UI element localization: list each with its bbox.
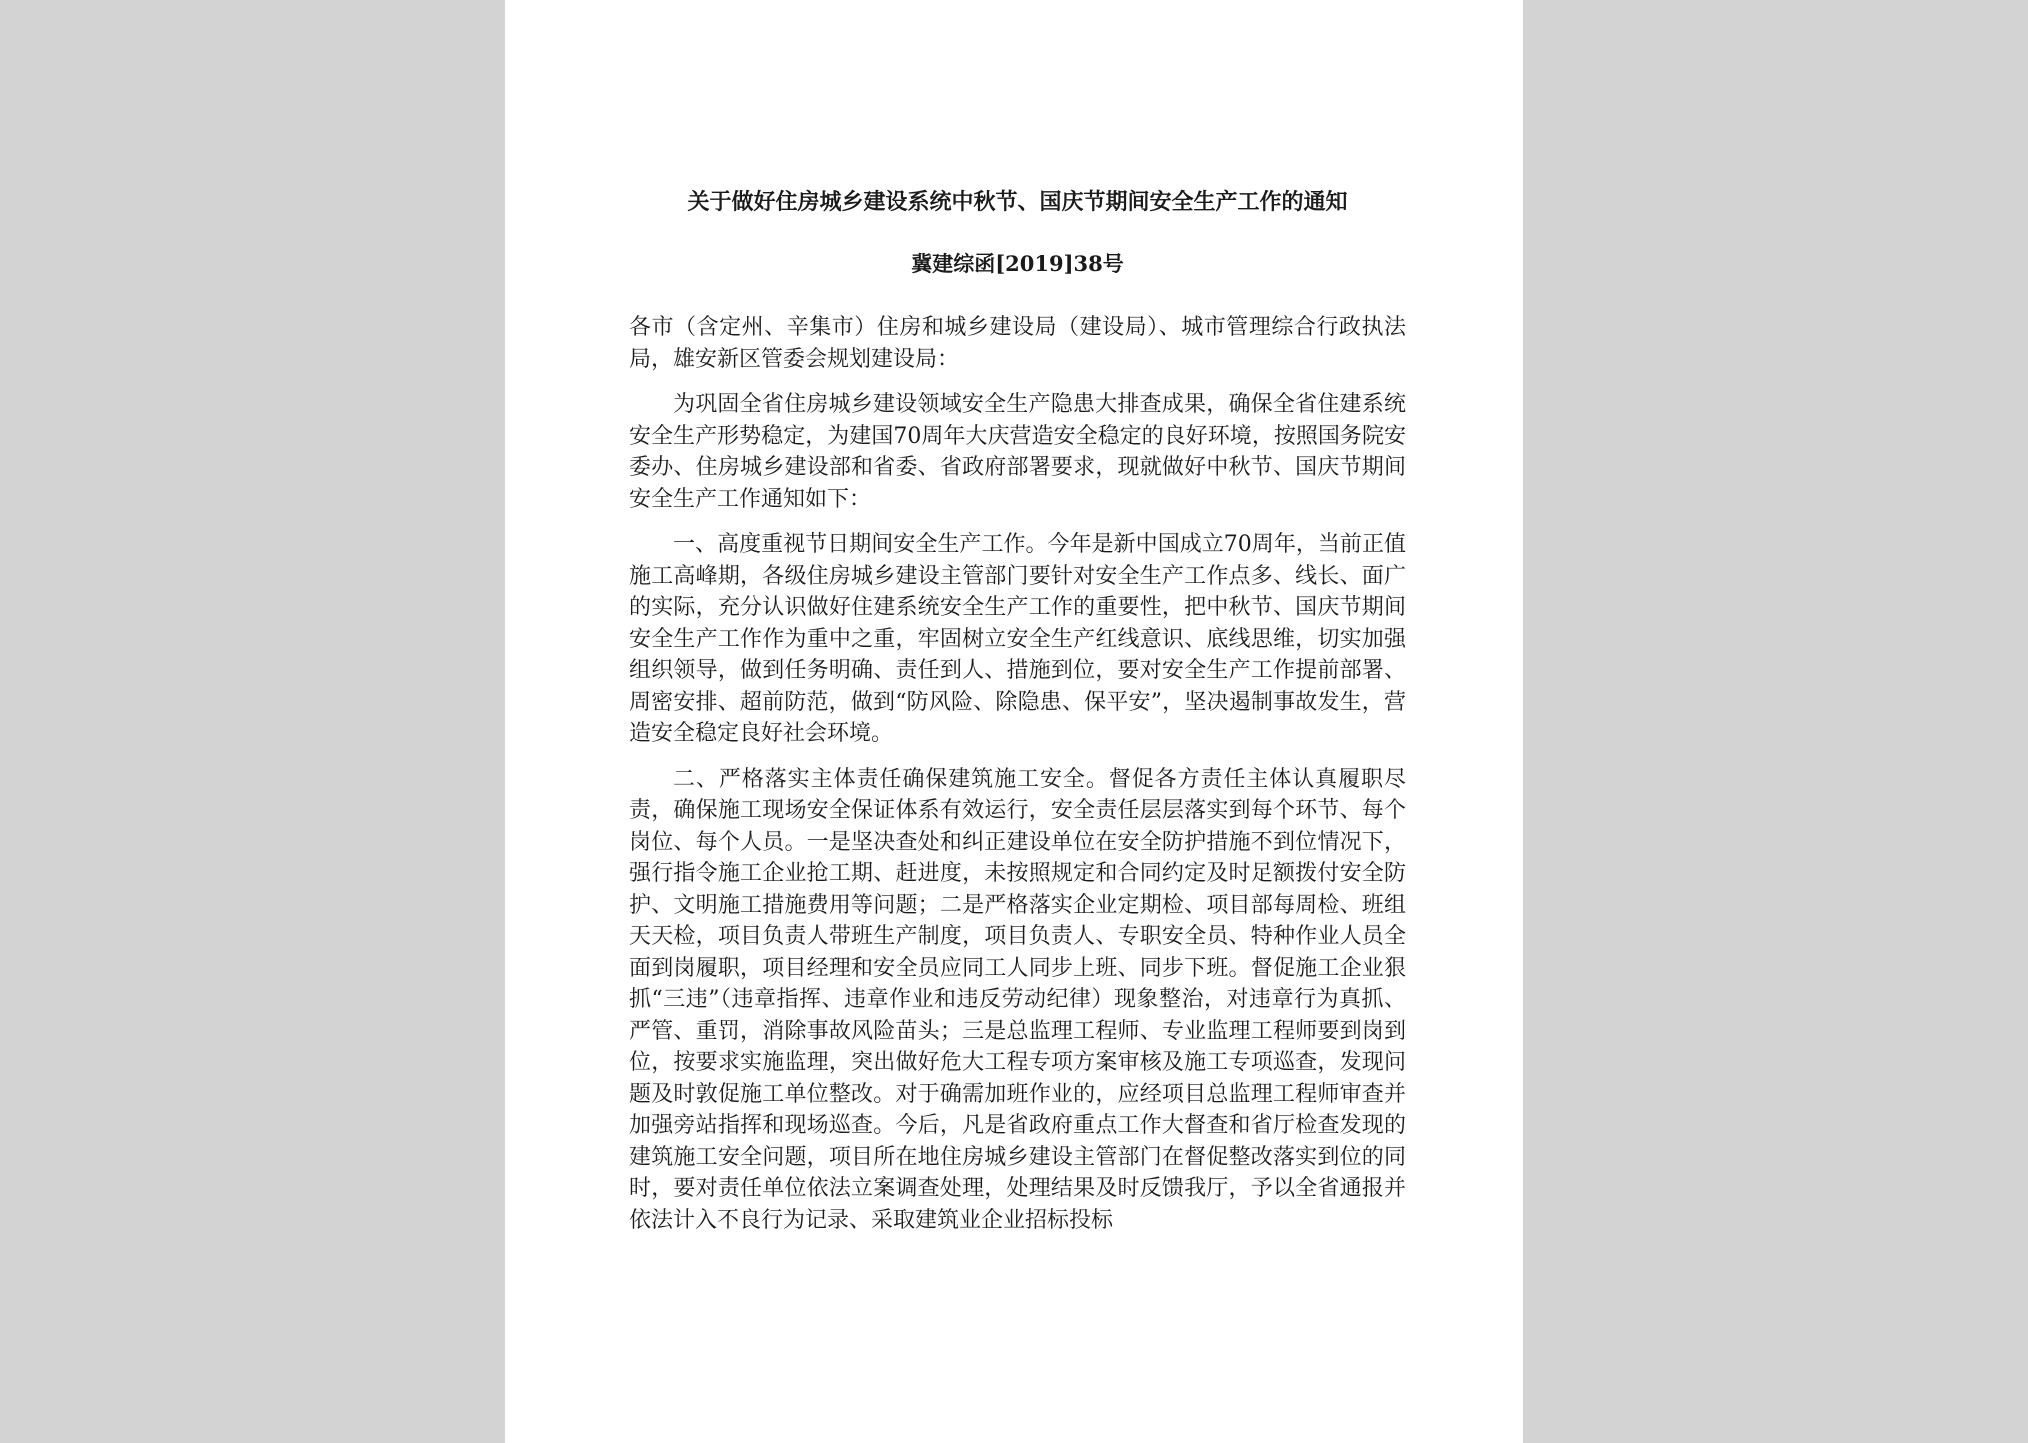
document-title: 关于做好住房城乡建设系统中秋节、国庆节期间安全生产工作的通知 (687, 189, 1348, 215)
paragraph-section-1: 一、高度重视节日期间安全生产工作。今年是新中国成立70周年，当前正值施工高峰期，各级住房城乡建设主管部门要针对安全生产工作点多、线长、面广的实际，充分认识做好住建系统安全生产工作的重要性，把中秋节、国庆节期间安全生产工作作为重中之重，牢固树立安全生产红线意识、底线思维，切实加强组织领导，做到任务明确、责任到人、措施到位，要对安全生产工作提前部署、周密安排、超前防范，做到“防风险、除隐患、保平安”，坚决遏制事故发生，营造安全稳定良好社会环境。 (629, 532, 1406, 746)
document-page (505, 0, 1523, 1443)
paragraph-intro: 为巩固全省住房城乡建设领域安全生产隐患大排查成果，确保全省住建系统安全生产形势稳定，为建国70周年大庆营造安全稳定的良好环境，按照国务院安委办、住房城乡建设部和省委、省政府部署要求，现就做好中秋节、国庆节期间安全生产工作通知如下： (629, 392, 1406, 512)
paragraph-section-2: 二、严格落实主体责任确保建筑施工安全。督促各方责任主体认真履职尽责，确保施工现场安全保证体系有效运行，安全责任层层落实到每个环节、每个岗位、每个人员。一是坚决查处和纠正建设单位在安全防护措施不到位情况下，强行指令施工企业抢工期、赶进度，未按照规定和合同约定及时足额拨付安全防护、文明施工措施费用等问题；二是严格落实企业定期检、项目部每周检、班组天天检，项目负责人带班生产制度，项目负责人、专职安全员、特种作业人员全面到岗履职，项目经理和安全员应同工人同步上班、同步下班。督促施工企业狠抓“三违”（违章指挥、违章作业和违反劳动纪律）现象整治，对违章行为真抓、严管、重罚，消除事故风险苗头；三是总监理工程师、专业监理工程师要到岗到位，按要求实施监理，突出做好危大工程专项方案审核及施工专项巡查，发现问题及时敦促施工单位整改。对于确需加班作业的，应经项目总监理工程师审查并加强旁站指挥和现场巡查。今后，凡是省政府重点工作大督查和省厅检查发现的建筑施工安全问题，项目所在地住房城乡建设主管部门在督促整改落实到位的同时，要对责任单位依法立案调查处理，处理结果及时反馈我厅，予以全省通报并依法计入不良行为记录、采取建筑业企业招标投标 (629, 766, 1406, 1233)
document-content (629, 180, 1406, 1236)
addressee: 各市（含定州、辛集市）住房和城乡建设局（建设局）、城市管理综合行政执法局，雄安新区管委会规划建设局： (629, 315, 1406, 372)
document-number: 冀建综函[2019]38号 (911, 251, 1124, 276)
